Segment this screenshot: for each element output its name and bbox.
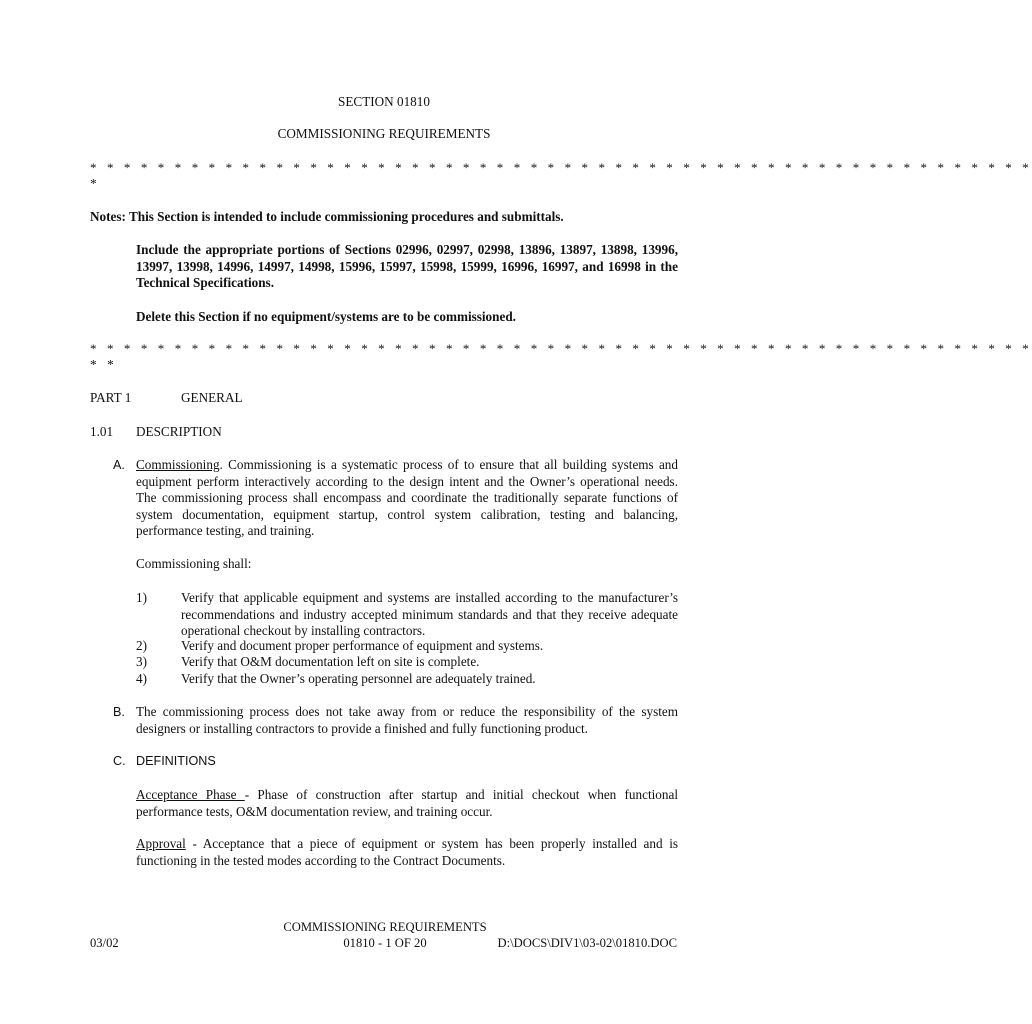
footer-page-number: 01810 - 1 OF 20 <box>343 936 427 950</box>
item-a-text: . Commissioning is a systematic process of to ensure that all building systems and equipment perform interactively according to the design intent and the Owner’s operational needs. The commissioning process shall encompass and coordinate the traditionally separate functions of system documentation, equipment startup, control system calibration, testing and balancing, performance testing, and training. <box>136 457 678 539</box>
item-b-letter: B. <box>113 705 125 719</box>
item-a-letter: A. <box>113 458 125 472</box>
item-c-letter: C. <box>113 754 126 768</box>
star-divider-top-wrap: * <box>90 176 97 191</box>
item-b-text: The commissioning process does not take away from or reduce the responsibility of the system designers or installing contractors to provide a finished and fully functioning product. <box>136 704 678 736</box>
definition-acceptance-phase <box>136 787 678 820</box>
notes-paragraph-sections: Include the appropriate portions of Sections 02996, 02997, 02998, 13896, 13897, 13898, 13996, 13997, 13998, 14996, 14997, 14998, 15996, 15997, 15998, 15999, 16996, 16997, and 16998 in the Technical Specifications. <box>136 242 678 291</box>
definition-approval <box>136 836 678 869</box>
section-title: COMMISSIONING REQUIREMENTS <box>277 126 491 141</box>
list-item-text: Verify that O&M documentation left on site is complete. <box>181 654 480 669</box>
list-item-text: Verify that applicable equipment and systems are installed according to the manufacturer’s recommendations and industry accepted minimum standards and that they receive adequate operational checkout by installing contractors. <box>181 590 678 639</box>
article-title: DESCRIPTION <box>136 424 222 439</box>
list-item-text: Verify and document proper performance of equipment and systems. <box>181 638 544 653</box>
star-divider-bottom: * * * * * * * * * * * * * * * * * * * * * * * * * * * * * * * * * * * * * * * * * * * * * * * * * * * * * * * * <box>90 341 1032 356</box>
definition-term: Acceptance Phase <box>136 787 245 802</box>
list-item-number: 4) <box>136 671 147 686</box>
list-item-number: 2) <box>136 638 147 653</box>
notes-paragraph-delete: Delete this Section if no equipment/systems are to be commissioned. <box>136 309 516 324</box>
list-item-number: 3) <box>136 654 147 669</box>
notes-lead: Notes: This Section is intended to include commissioning procedures and submittals. <box>90 209 564 224</box>
definition-text: - Acceptance that a piece of equipment or system has been properly installed and is functioning in the tested modes according to the Contract Documents. <box>136 836 678 868</box>
part-number: PART 1 <box>90 390 132 405</box>
footer-title: COMMISSIONING REQUIREMENTS <box>283 920 487 934</box>
footer-date: 03/02 <box>90 936 119 950</box>
item-a-term: Commissioning <box>136 457 220 472</box>
star-divider-top: * * * * * * * * * * * * * * * * * * * * * * * * * * * * * * * * * * * * * * * * * * * * * * * * * * * * * * * * <box>90 160 1032 175</box>
article-number: 1.01 <box>90 424 114 439</box>
list-item-text: Verify that the Owner’s operating personnel are adequately trained. <box>181 671 536 686</box>
item-a-paragraph <box>136 457 678 540</box>
item-a-intro: Commissioning shall: <box>136 556 252 571</box>
section-number: SECTION 01810 <box>338 94 430 109</box>
definition-term: Approval <box>136 836 186 851</box>
list-item-number: 1) <box>136 590 147 605</box>
part-title: GENERAL <box>181 390 243 405</box>
star-divider-bottom-wrap: * * <box>90 357 118 372</box>
definition-text: - Phase of construction after startup and initial checkout when functional performance tests, O&M documentation review, and training occur. <box>136 787 678 819</box>
item-c-title: DEFINITIONS <box>136 754 216 768</box>
footer-file-path: D:\DOCS\DIV1\03-02\01810.DOC <box>497 936 677 950</box>
